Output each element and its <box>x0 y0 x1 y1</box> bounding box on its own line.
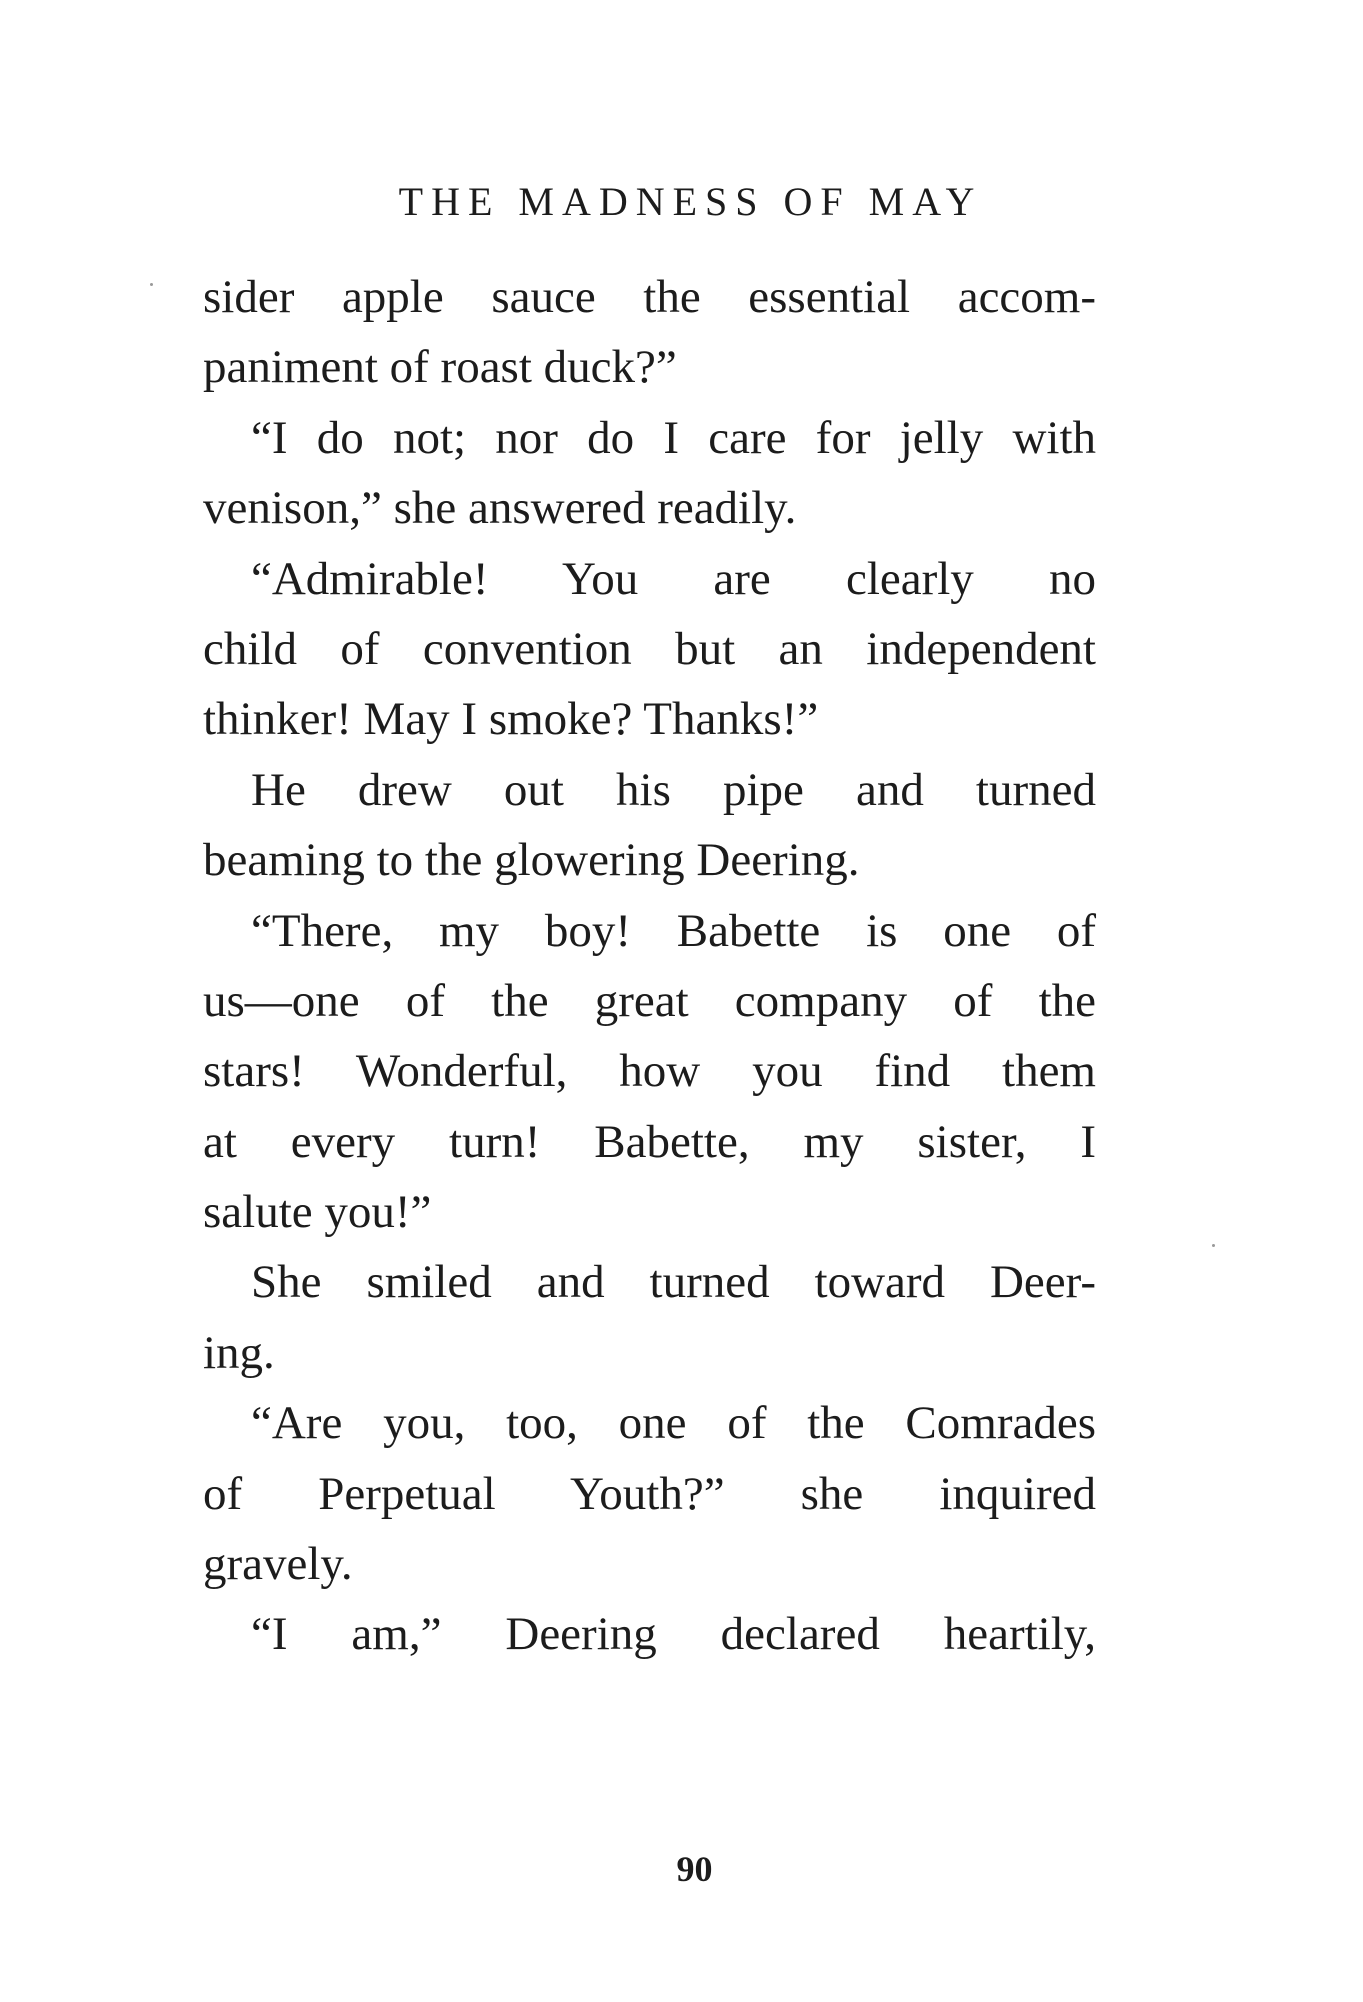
text-line: “There, my boy! Babette is one of <box>251 904 1096 957</box>
running-head: THE MADNESS OF MAY <box>398 179 983 224</box>
text-line: paniment of roast duck?” <box>203 341 677 394</box>
page-speck <box>150 283 153 286</box>
text-line: stars! Wonderful, how you find them <box>203 1045 1096 1098</box>
text-line: “Admirable! You are clearly no <box>251 552 1096 605</box>
text-line: gravely. <box>203 1538 353 1591</box>
text-line: “Are you, too, one of the Comrades <box>251 1397 1096 1450</box>
text-line: of Perpetual Youth?” she inquired <box>203 1467 1096 1520</box>
text-line: ing. <box>203 1326 275 1379</box>
body-text <box>203 262 1096 1670</box>
text-line: “I do not; nor do I care for jelly with <box>251 411 1096 464</box>
text-line: us—one of the great company of the <box>203 974 1096 1027</box>
text-line: “I am,” Deering declared heartily, <box>251 1608 1096 1661</box>
text-line: beaming to the glowering Deering. <box>203 834 860 887</box>
page-number: 90 <box>676 1849 713 1889</box>
text-line: venison,” she answered readily. <box>203 482 797 535</box>
text-line: sider apple sauce the essential accom- <box>203 271 1096 323</box>
text-line: salute you!” <box>203 1186 432 1239</box>
text-line: He drew out his pipe and turned <box>251 763 1096 816</box>
text-line: thinker! May I smoke? Thanks!” <box>203 693 819 746</box>
text-line: She smiled and turned toward Deer- <box>251 1256 1096 1309</box>
page-speck <box>1212 1244 1215 1247</box>
text-line: at every turn! Babette, my sister, I <box>203 1115 1096 1168</box>
text-line: child of convention but an independent <box>203 622 1096 675</box>
